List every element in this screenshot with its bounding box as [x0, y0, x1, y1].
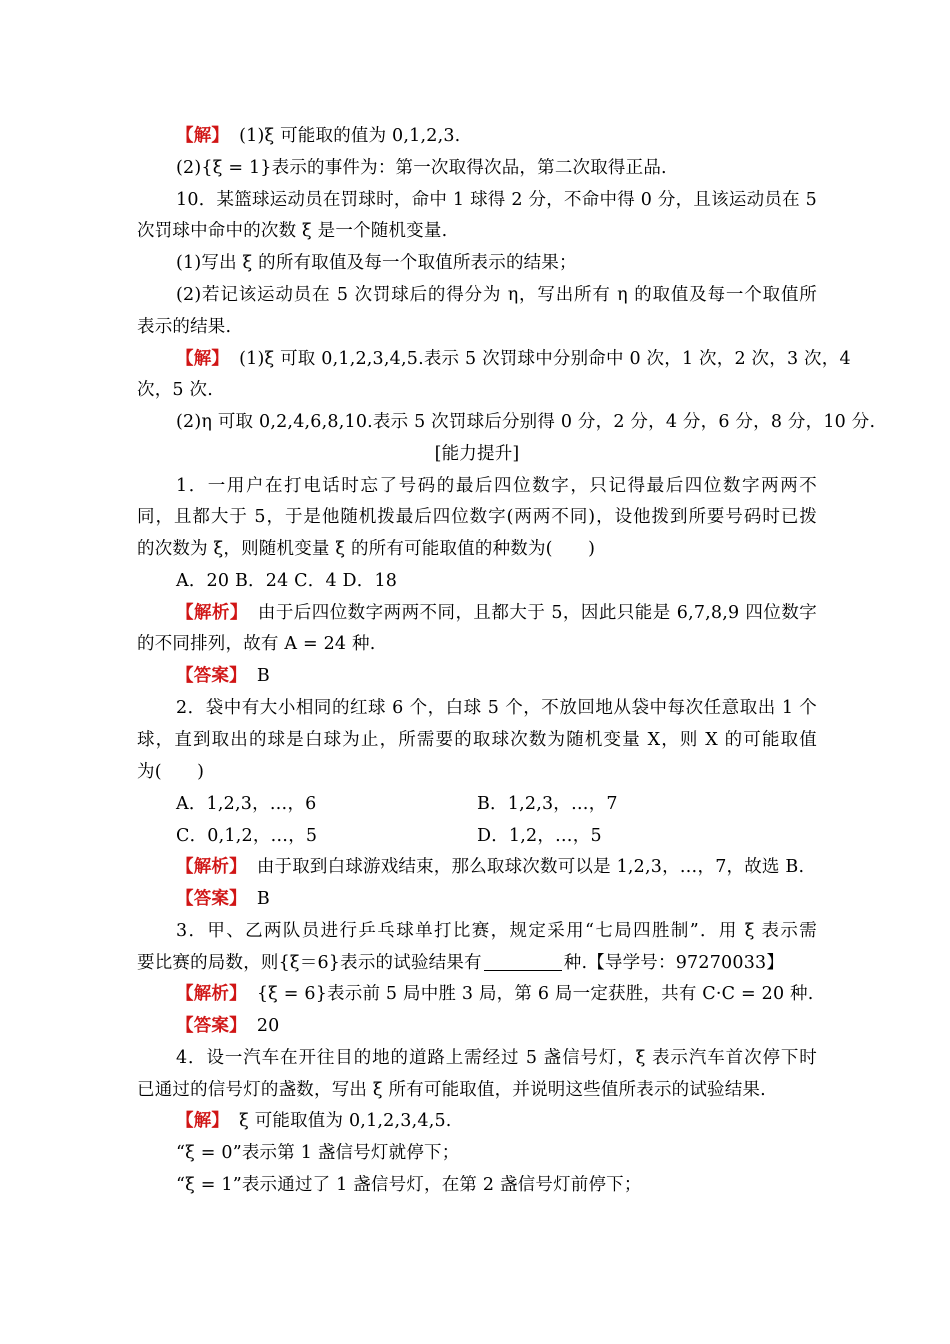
p2-option-a: A．1,2,3，…，6: [176, 794, 317, 814]
p4-case-0: “ξ = 0”表示第 1 盏信号灯就停下；: [176, 1143, 460, 1163]
q10-solution-1-line-1: 【解】 (1)ξ 可取 0,1,2,3,4,5.表示 5 次罚球中分别命中 0 次，1 次，2 次，3 次，4: [176, 349, 851, 369]
answer-tag: 【答案】: [176, 666, 247, 686]
p4-case-1: “ξ = 1”表示通过了 1 盏信号灯，在第 2 盏信号灯前停下；: [176, 1175, 642, 1195]
p3-stem-line-2: 要比赛的局数，则{ξ＝6}表示的试验结果有 种.【导学号：97270033】: [137, 953, 785, 973]
q10-solution-1-line-2: 次，5 次.: [137, 380, 213, 400]
q10-solution-2: (2)η 可取 0,2,4,6,8,10.表示 5 次罚球后分别得 0 分，2 分，4 分，6 分，8 分，10 分.: [176, 412, 876, 432]
p2-answer: 【答案】 B: [176, 889, 270, 909]
p1-stem-line-2: 同，且都大于 5，于是他随机拨最后四位数字(两两不同)，设他拨到所要号码时已拨: [137, 507, 817, 527]
p2-option-c: C．0,1,2，…，5: [176, 826, 318, 846]
solution-tag: 【解】: [176, 126, 230, 146]
q10-part-1: (1)写出 ξ 的所有取值及每一个取值所表示的结果；: [176, 253, 577, 273]
q10-part-2-line-2: 表示的结果.: [137, 317, 232, 337]
p4-stem-line-1: 4．设一汽车在开往目的地的道路上需经过 5 盏信号灯，ξ 表示汽车首次停下时: [176, 1048, 817, 1068]
q10-stem-line-2: 次罚球中命中的次数 ξ 是一个随机变量.: [137, 221, 448, 241]
section-title: [能力提升]: [434, 444, 520, 464]
analysis-tag: 【解析】: [176, 603, 248, 623]
p2-option-b: B．1,2,3，…，7: [477, 794, 618, 814]
p2-stem-line-2: 球，直到取出的球是白球为止，所需要的取球次数为随机变量 X，则 X 的可能取值: [137, 730, 817, 750]
p3-answer: 【答案】 20: [176, 1016, 280, 1036]
p1-stem-line-1: 1．一用户在打电话时忘了号码的最后四位数字，只记得最后四位数字两两不: [176, 476, 817, 496]
q10-part-2-line-1: (2)若记该运动员在 5 次罚球后的得分为 η，写出所有 η 的取值及每一个取值所: [176, 285, 817, 305]
p3-stem-line-1: 3．甲、乙两队员进行乒乓球单打比赛，规定采用“七局四胜制”．用 ξ 表示需: [176, 921, 817, 941]
p1-answer: 【答案】 B: [176, 666, 270, 686]
p2-analysis: 【解析】 由于取到白球游戏结束，那么取球次数可以是 1,2,3，…，7，故选 B.: [176, 857, 805, 877]
p2-stem-line-3: 为( ): [137, 762, 205, 782]
analysis-tag: 【解析】: [176, 984, 247, 1004]
q9-solution-2: (2){ξ = 1}表示的事件为：第一次取得次品，第二次取得正品.: [176, 158, 667, 178]
q10-stem-line-1: 10．某篮球运动员在罚球时，命中 1 球得 2 分，不命中得 0 分，且该运动员在 5: [176, 190, 817, 210]
answer-tag: 【答案】: [176, 889, 247, 909]
p1-options: A．20 B．24 C．4 D．18: [176, 571, 398, 591]
solution-tag: 【解】: [176, 349, 230, 369]
p2-option-d: D．1,2，…，5: [477, 826, 602, 846]
p2-stem-line-1: 2．袋中有大小相同的红球 6 个，白球 5 个，不放回地从袋中每次任意取出 1 个: [176, 698, 817, 718]
p3-analysis: 【解析】 {ξ = 6}表示前 5 局中胜 3 局，第 6 局一定获胜，共有 C·C = 20 种.: [176, 984, 814, 1004]
p1-analysis-line-2: 的不同排列，故有 A = 24 种.: [137, 634, 376, 654]
p1-analysis-line-1: 【解析】 由于后四位数字两两不同，且都大于 5，因此只能是 6,7,8,9 四位数字: [176, 603, 817, 623]
solution-tag: 【解】: [176, 1111, 230, 1131]
answer-blank: [484, 952, 562, 971]
answer-tag: 【答案】: [176, 1016, 247, 1036]
q9-solution-1: 【解】 (1)ξ 可能取的值为 0,1,2,3.: [176, 126, 461, 146]
p4-solution: 【解】 ξ 可能取值为 0,1,2,3,4,5.: [176, 1111, 452, 1131]
p1-stem-line-3: 的次数为 ξ，则随机变量 ξ 的所有可能取值的种数为( ): [137, 539, 596, 559]
p4-stem-line-2: 已通过的信号灯的盏数，写出 ξ 所有可能取值，并说明这些值所表示的试验结果.: [137, 1080, 766, 1100]
analysis-tag: 【解析】: [176, 857, 247, 877]
